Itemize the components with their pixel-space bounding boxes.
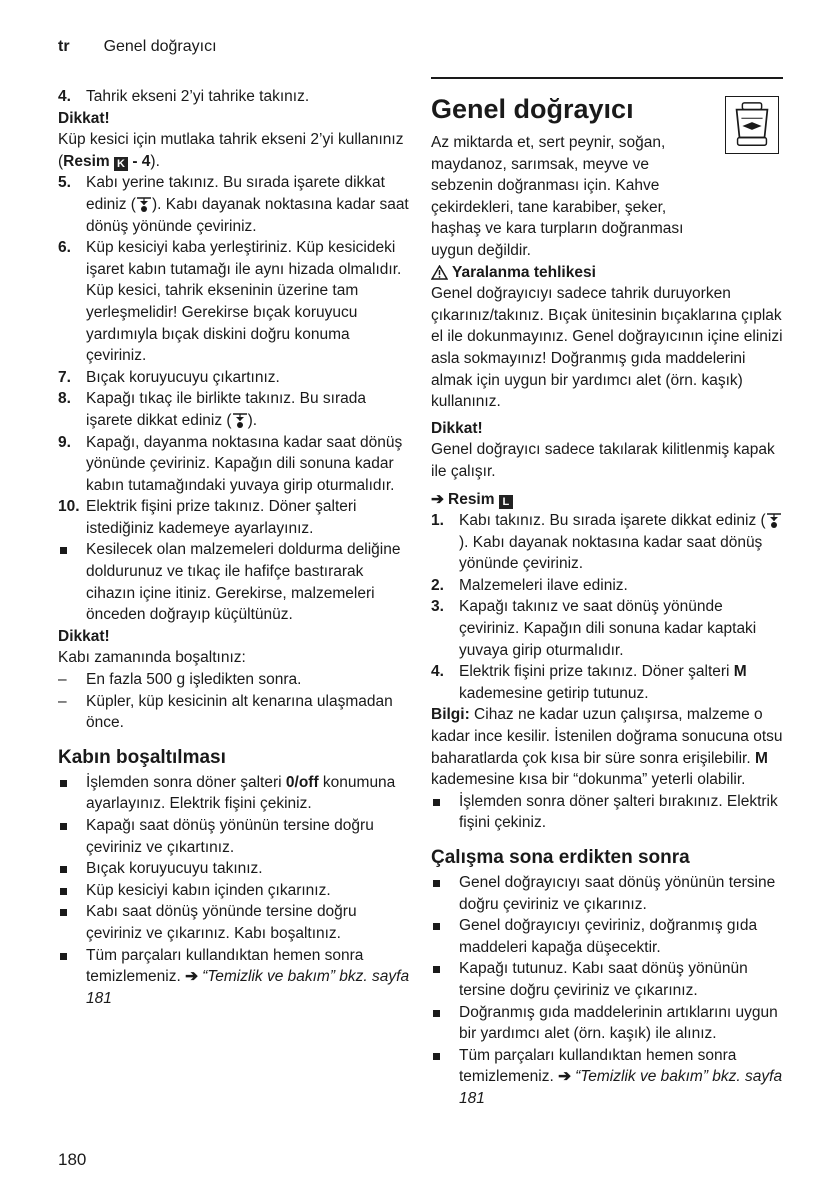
bullet-item: Kabı saat dönüş yönünde tersine doğru çeviriniz ve çıkarınız. Kabı boşaltınız. [58,901,410,944]
bullet-item: Bıçak koruyucuyu takınız. [58,858,410,880]
bullet-item: İşlemden sonra döner şalteri 0/off konumuna ayarlayınız. Elektrik fişini çekiniz. [58,772,410,815]
page-header [58,38,217,56]
warning-text: Genel doğrayıcıyı sadece tahrik duruyorken çıkarınız/takınız. Bıçak ünitesinin bıçaklarına çıplak el ile dokunmayınız. Genel doğrayıcının içine elinizi asla sokmayınız! Doğranmış gıda maddelerini almak için uygun bir yardımcı alet (örn. kaşık) kullanınız. [431,285,783,411]
caution-text: Kabı zamanında boşaltınız: [58,649,246,667]
right-column [431,86,783,1110]
step-4: 4. Elektrik fişini prize takınız. Döner şalteri M kademesine getirip tutunuz. [431,663,747,702]
dash-item: – En fazla 500 g işledikten sonra. [58,671,302,689]
alignment-mark-icon [232,411,248,429]
bullet-item: Genel doğrayıcıyı çeviriniz, doğranmış gıda maddeleri kapağa düşecektir. [431,915,783,958]
universal-cutter-icon [725,96,779,154]
step-2: 2. Malzemeleri ilave ediniz. [431,576,628,594]
bullet-icon [60,547,67,554]
page-number: 180 [58,1150,87,1169]
bullet-item: İşlemden sonra döner şalteri bırakınız. Elektrik fişini çekiniz. [431,791,783,834]
step-5: 5. Kabı yerine takınız. Bu sırada işarete dikkat ediniz ( ). Kabı dayanak noktasına kadar saat dönüş yönünde çeviriniz. [58,174,409,235]
caution-label: Dikkat! [58,109,110,127]
bullet-item: Genel doğrayıcıyı saat dönüş yönünün tersine doğru çeviriniz ve çıkarınız. [431,872,783,915]
intro-text: Az miktarda et, sert peynir, soğan, maydanoz, sarımsak, meyve ve sebzenin doğranması için. Kahve çekirdekleri, tane karabiber, şeker, haşhaş ve kara turpların doğranması uygun değildir. [431,134,684,259]
figure-reference: ➔ Resim L [431,489,783,511]
warning-label: Yaralanma tehlikesi [431,262,783,284]
step-9: 9. Kapağı, dayanma noktasına kadar saat dönüş yönünde çeviriniz. Kapağın dili sonuna kadar kabın tutamağındaki yuvaya girip oturmalıdır. [58,433,403,494]
step-3: 3. Kapağı takınız ve saat dönüş yönünde çeviriniz. Kapağın dili sonuna kadar kaptaki yuvaya girip oturmalıdır. [431,598,757,659]
header-title: Genel doğrayıcı [103,38,217,55]
arrow-right-icon: ➔ [185,968,199,986]
bullet-item: Tüm parçaları kullandıktan hemen sonra temizlemeniz. ➔ “Temizlik ve bakım” bkz. sayfa 181 [58,945,410,1010]
section-rule [431,77,783,79]
caution-label: Dikkat! [431,419,483,437]
step-8: 8. Kapağı tıkaç ile birlikte takınız. Bu sırada işarete dikkat ediniz ( ). [58,390,366,429]
bullet-item: Kesilecek olan malzemeleri doldurma deliğine doldurunuz ve tıkaç ile hafifçe bastırarak cihazın içine itiniz. Gerekirse, malzemeleri önceden doğrayıp küçültünüz. [58,539,410,625]
step-7: 7. Bıçak koruyucuyu çıkartınız. [58,368,280,386]
arrow-right-icon: ➔ [431,490,444,508]
section-title-after-use: Çalışma sona erdikten sonra [431,847,690,868]
figure-ref-l: L [499,495,513,509]
dash-item: – Küpler, küp kesicinin alt kenarına ulaşmadan önce. [58,692,393,732]
language-code: tr [58,38,70,55]
alignment-mark-icon [766,511,782,529]
figure-ref-k: K [114,157,128,171]
warning-triangle-icon [431,265,448,280]
step-4: 4. Tahrik ekseni 2’yi tahrike takınız. [58,88,310,105]
section-title-emptying: Kabın boşaltılması [58,746,226,768]
bullet-item: Kapağı tutunuz. Kabı saat dönüş yönünün tersine doğru çeviriniz ve çıkarınız. [431,958,783,1001]
caution-label: Dikkat! [58,627,110,645]
bullet-item: Küp kesiciyi kabın içinden çıkarınız. [58,880,410,902]
bullet-item: Kapağı saat dönüş yönünün tersine doğru çeviriniz ve çıkartınız. [58,815,410,858]
step-10: 10. Elektrik fişini prize takınız. Döner şalteri istediğiniz kademeye ayarlayınız. [58,498,357,537]
section-title-main: Genel doğrayıcı [431,94,634,124]
step-1: 1. Kabı takınız. Bu sırada işarete dikkat ediniz (). Kabı dayanak noktasına kadar saat dönüş yönünde çeviriniz. [431,510,783,575]
bullet-item: Doğranmış gıda maddelerinin artıklarını uygun bir yardımcı alet (örn. kaşık) ile alınız. [431,1002,783,1045]
bullet-item: Tüm parçaları kullandıktan hemen sonra temizlemeniz. ➔ “Temizlik ve bakım” bkz. sayfa 181 [431,1045,783,1110]
arrow-right-icon: ➔ [558,1068,572,1086]
info-text: Bilgi: Cihaz ne kadar uzun çalışırsa, malzeme o kadar ince kesilir. İstenilen doğrama sonucuna otsu baharatlarda çok kısa bir süre sonra erişilebilir. M kademesine kısa bir “dokunma” yeterli olabilir. [431,706,783,789]
step-6: 6. Küp kesiciyi kaba yerleştiriniz. Küp kesicideki işaret kabın tutamağı ile aynı hizada olmalıdır. Küp kesici, tahrik ekseninin üzerine tam yerleşmelidir! Gerekirse bıçak koruyucu yardımıyla bıçak diskini doğru konuma çeviriniz. [58,239,402,365]
left-column [58,86,410,1009]
caution-text: Genel doğrayıcı sadece takılarak kilitlenmiş kapak ile çalışır. [431,441,775,480]
alignment-mark-icon [136,195,152,213]
cross-reference-link[interactable]: “Temizlik ve bakım” bkz. sayfa 181 [459,1068,783,1107]
cross-reference-link[interactable]: “Temizlik ve bakım” bkz. sayfa 181 [86,968,410,1007]
caution-text: Küp kesici için mutlaka tahrik ekseni 2’yi kullanınız (Resim K - 4). [58,131,404,170]
